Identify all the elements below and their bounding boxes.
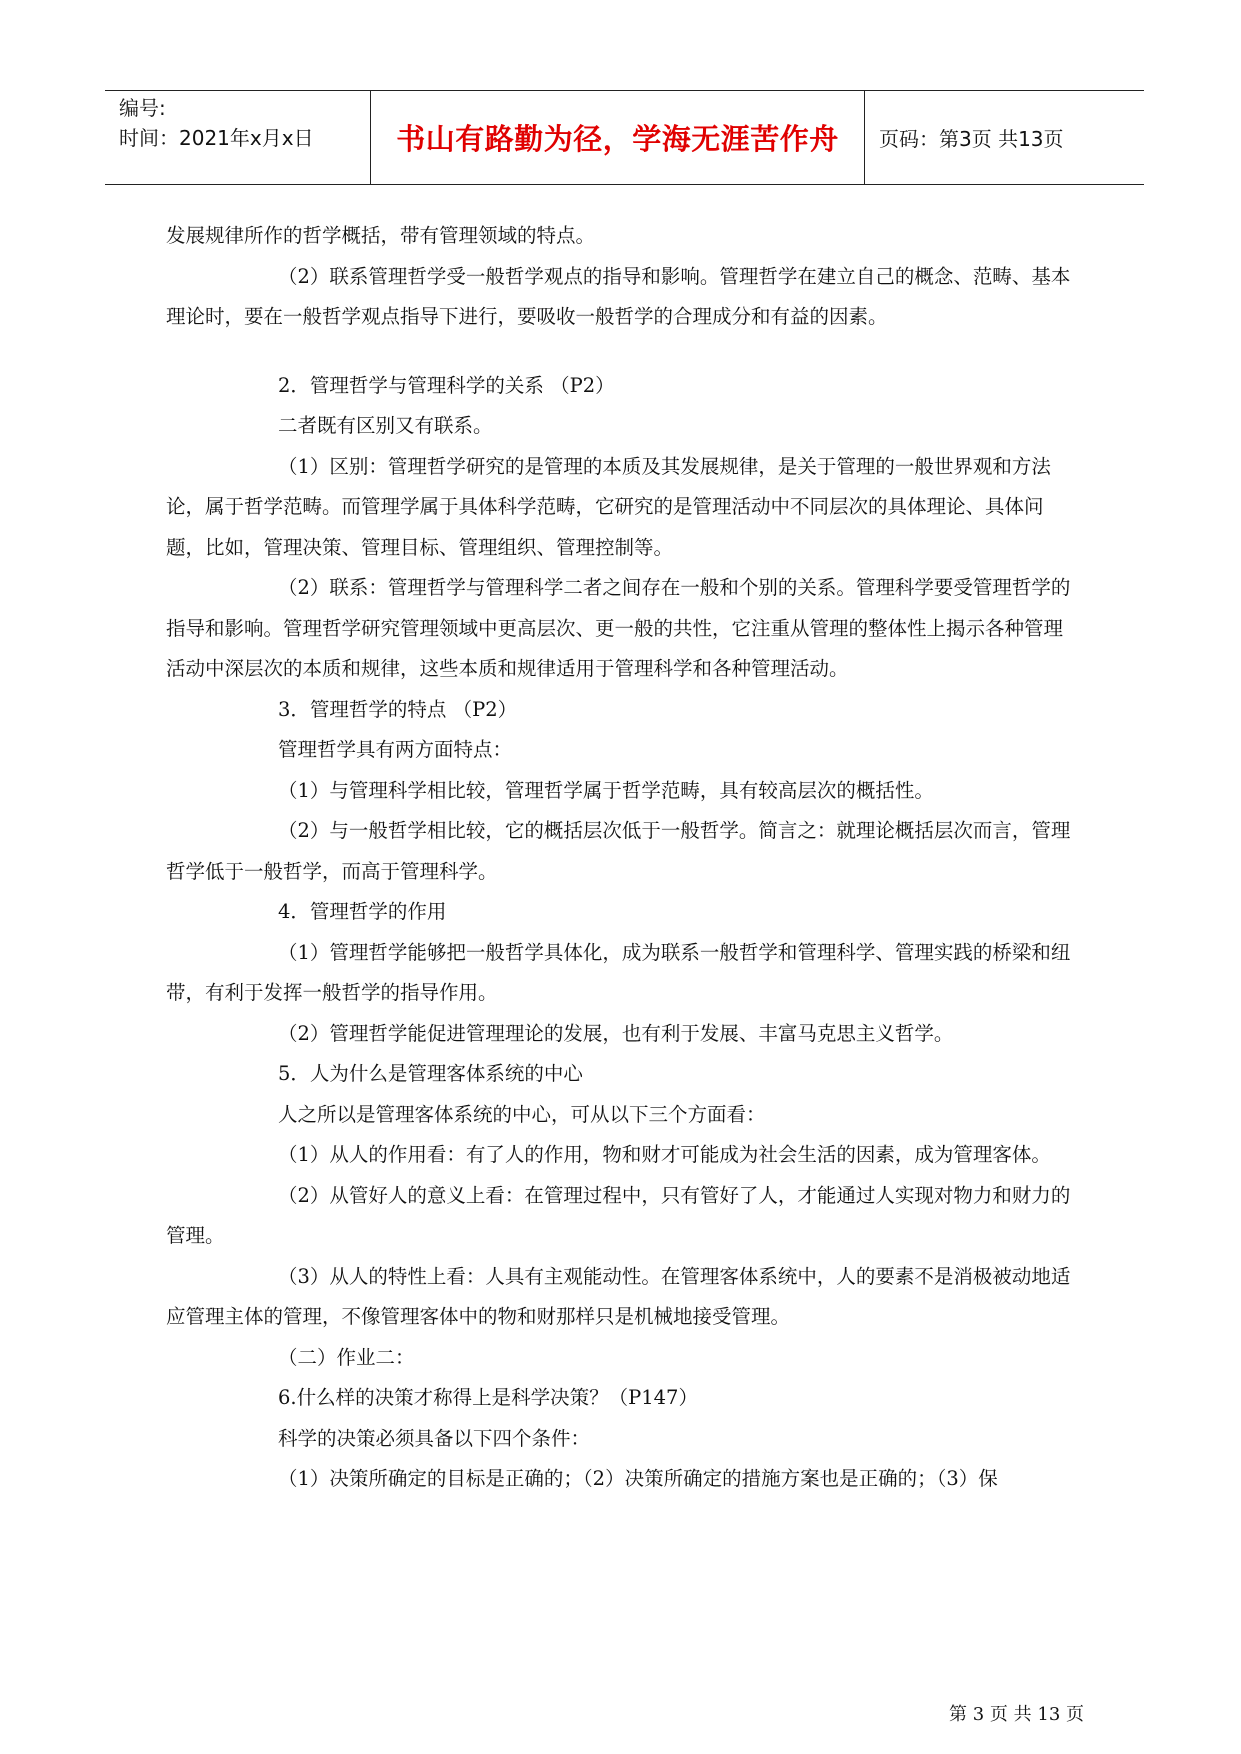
section-heading: 4．管理哲学的作用 [278, 900, 447, 923]
paragraph: （2）联系：管理哲学与管理科学二者之间存在一般和个别的关系。管理科学要受管理哲学的指导和影响。管理哲学研究管理领域中更高层次、更一般的共性，它注重从管理的整体性上揭示各种管理活动中深层次的本质和规律，这些本质和规律适用于管理科学和各种管理活动。 [166, 576, 1071, 680]
paragraph: （1）与管理科学相比较，管理哲学属于哲学范畴，具有较高层次的概括性。 [278, 778, 934, 802]
document-number-label: 编号: [119, 96, 166, 120]
paragraph: 科学的决策必须具备以下四个条件： [278, 1426, 591, 1450]
paragraph: （2）与一般哲学相比较，它的概括层次低于一般哲学。简言之：就理论概括层次而言，管理哲学低于一般哲学，而高于管理科学。 [166, 819, 1071, 883]
section-heading: （二）作业二： [278, 1345, 415, 1369]
paragraph: 二者既有区别又有联系。 [278, 414, 493, 437]
paragraph: 人之所以是管理客体系统的中心，可从以下三个方面看： [278, 1102, 766, 1126]
page-footer: 第 3 页 共 13 页 [949, 1704, 1084, 1725]
section-heading: 3．管理哲学的特点 （P2） [278, 697, 518, 721]
section-heading: 2．管理哲学与管理科学的关系 （P2） [278, 373, 615, 397]
paragraph: （1）区别：管理哲学研究的是管理的本质及其发展规律，是关于管理的一般世界观和方法论，属于哲学范畴。而管理学属于具体科学范畴，它研究的是管理活动中不同层次的具体理论、具体问题，比如，管理决策、管理目标、管理组织、管理控制等。 [166, 454, 1051, 559]
paragraph: （3）从人的特性上看：人具有主观能动性。在管理客体系统中，人的要素不是消极被动地适应管理主体的管理，不像管理客体中的物和财那样只是机械地接受管理。 [166, 1264, 1071, 1328]
paragraph: （2）从管好人的意义上看：在管理过程中，只有管好了人，才能通过人实现对物力和财力的管理。 [166, 1183, 1071, 1247]
paragraph: （1）决策所确定的目标是正确的；（2）决策所确定的措施方案也是正确的；（3）保 [278, 1467, 998, 1490]
paragraph: （1）从人的作用看：有了人的作用，物和财才可能成为社会生活的因素，成为管理客体。 [278, 1143, 1051, 1166]
paragraph: 管理哲学具有两方面特点： [278, 738, 513, 761]
header-motto: 书山有路勤为径，学海无涯苦作舟 [396, 122, 839, 156]
paragraph: 发展规律所作的哲学概括，带有管理领域的特点。 [166, 224, 596, 247]
header-right-cell [865, 91, 1144, 184]
header-middle-cell [371, 91, 865, 184]
section-heading: 6.什么样的决策才称得上是科学决策？（P147） [278, 1386, 698, 1409]
document-body [166, 216, 1081, 1500]
paragraph-gap [166, 338, 1081, 366]
page-header [105, 90, 1144, 185]
section-heading: 5．人为什么是管理客体系统的中心 [278, 1062, 583, 1085]
document-time-label: 时间：2021年x月x日 [119, 126, 314, 150]
paragraph: （1）管理哲学能够把一般哲学具体化，成为联系一般哲学和管理科学、管理实践的桥梁和纽带，有利于发挥一般哲学的指导作用。 [166, 940, 1071, 1004]
paragraph: （2）联系管理哲学受一般哲学观点的指导和影响。管理哲学在建立自己的概念、范畴、基本理论时，要在一般哲学观点指导下进行，要吸收一般哲学的合理成分和有益的因素。 [166, 264, 1071, 328]
header-left-cell [105, 91, 371, 184]
header-page-number: 页码：第3页 共13页 [879, 127, 1064, 151]
paragraph: （2）管理哲学能促进管理理论的发展，也有利于发展、丰富马克思主义哲学。 [278, 1021, 954, 1045]
